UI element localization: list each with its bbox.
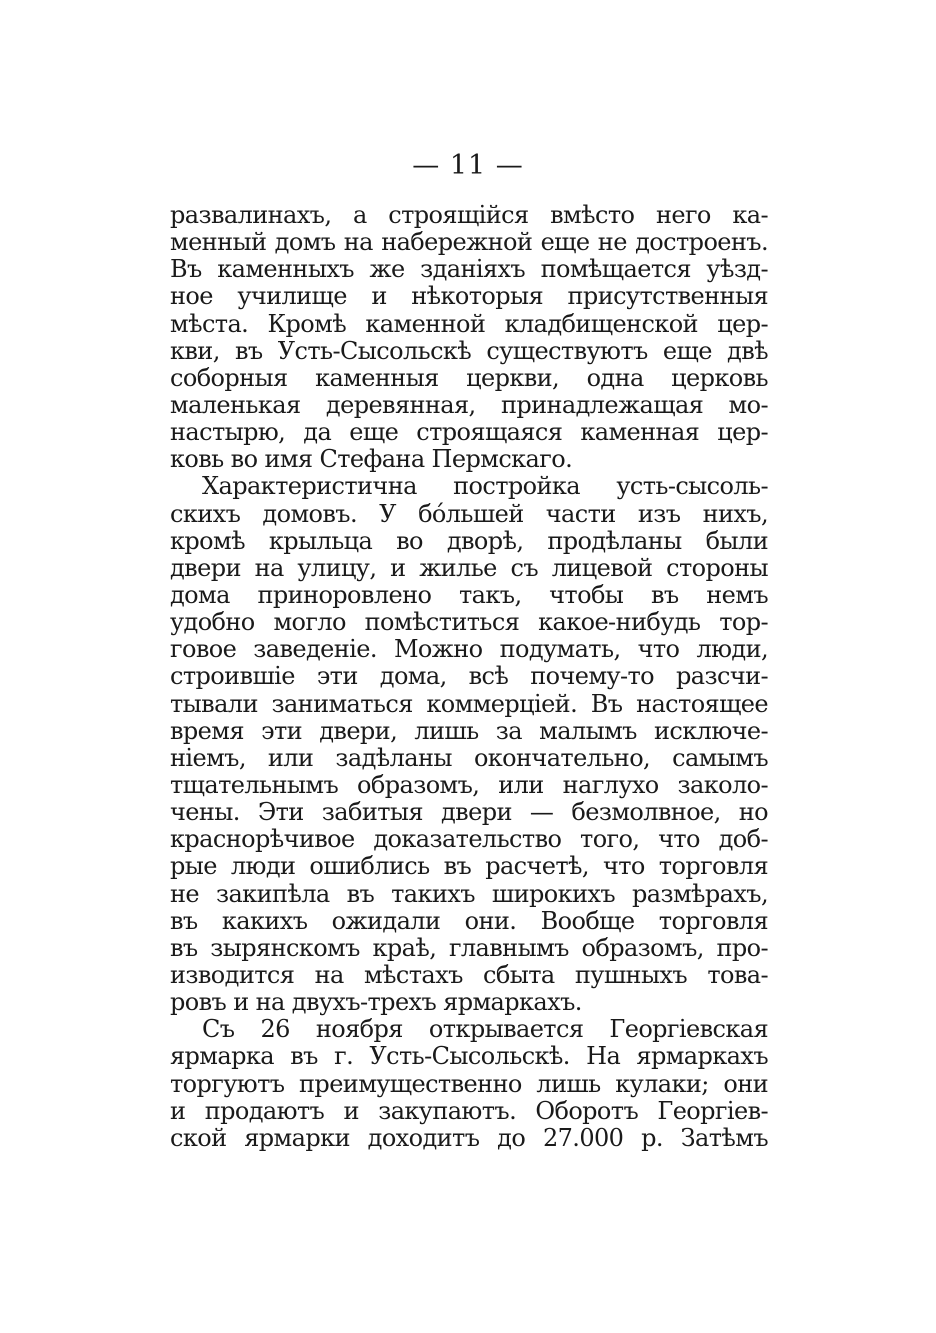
text-line: менный домъ на набережной еще не достроенъ. [170, 228, 768, 257]
text-line: тывали заниматься коммерціей. Въ настоящее [170, 689, 768, 718]
text-line: Съ 26 ноября открывается Георгіевская [202, 1015, 768, 1044]
text-line: маленькая деревянная, принадлежащая мо- [170, 390, 768, 419]
page-number: — 11 — [412, 150, 524, 181]
body-text [170, 202, 768, 1152]
text-line: краснорѣчивое доказательство того, что доб- [170, 825, 768, 854]
text-line: ніемъ, или задѣланы окончательно, самымъ [170, 743, 768, 772]
text-line: время эти двери, лишь за малымъ исключе- [170, 716, 768, 745]
text-line: говое заведеніе. Можно подумать, что люди, [170, 635, 768, 664]
text-line: ровъ и на двухъ-трехъ ярмаркахъ. [170, 988, 582, 1017]
text-line: дома приноровлено такъ, чтобы въ немъ [170, 580, 768, 609]
text-line: удобно могло помѣститься какое-нибудь тор- [170, 608, 768, 637]
text-line: кви, въ Усть-Сысольскѣ существуютъ еще двѣ [170, 336, 768, 365]
text-line: чены. Эти забитыя двери — безмолвное, но [170, 798, 768, 827]
text-line: мѣста. Кромѣ каменной кладбищенской цер- [170, 309, 768, 338]
text-line: торгуютъ преимущественно лишь кулаки; они [170, 1069, 768, 1098]
text-line: тщательнымъ образомъ, или наглухо заколо- [170, 770, 768, 799]
text-line: изводится на мѣстахъ сбыта пушныхъ това- [170, 960, 768, 989]
text-line: рые люди ошиблись въ расчетѣ, что торговля [170, 852, 768, 881]
text-line: соборныя каменныя церкви, одна церковь [170, 363, 768, 392]
text-line: ярмарка въ г. Усть-Сысольскѣ. На ярмаркахъ [170, 1042, 768, 1071]
text-line: и продаютъ и закупаютъ. Оборотъ Георгіев- [170, 1096, 768, 1125]
text-line: въ какихъ ожидали они. Вообще торговля [170, 906, 768, 935]
text-line: ное училище и нѣкоторыя присутственныя [170, 282, 768, 311]
text-line: не закипѣла въ такихъ широкихъ размѣрахъ, [170, 879, 768, 908]
text-line: двери на улицу, и жилье съ лицевой стороны [170, 553, 768, 582]
text-line: настырю, да еще строящаяся каменная цер- [170, 418, 768, 447]
text-line: ковь во имя Стефана Пермскаго. [170, 445, 573, 474]
text-line: Характеристична постройка усть-сысоль- [202, 472, 768, 501]
text-line: Въ каменныхъ же зданіяхъ помѣщается уѣзд- [170, 255, 768, 284]
text-line: въ зырянскомъ краѣ, главнымъ образомъ, про- [170, 933, 768, 962]
text-line: строившіе эти дома, всѣ почему-то разсчи- [170, 662, 768, 691]
text-line: скихъ домовъ. У бóльшей части изъ нихъ, [170, 499, 768, 528]
text-line: развалинахъ, а строящійся вмѣсто него ка- [170, 201, 768, 229]
text-line: ской ярмарки доходитъ до 27.000 р. Затѣмъ [170, 1123, 768, 1152]
text-line: кромѣ крыльца во дворѣ, продѣланы были [170, 526, 768, 555]
